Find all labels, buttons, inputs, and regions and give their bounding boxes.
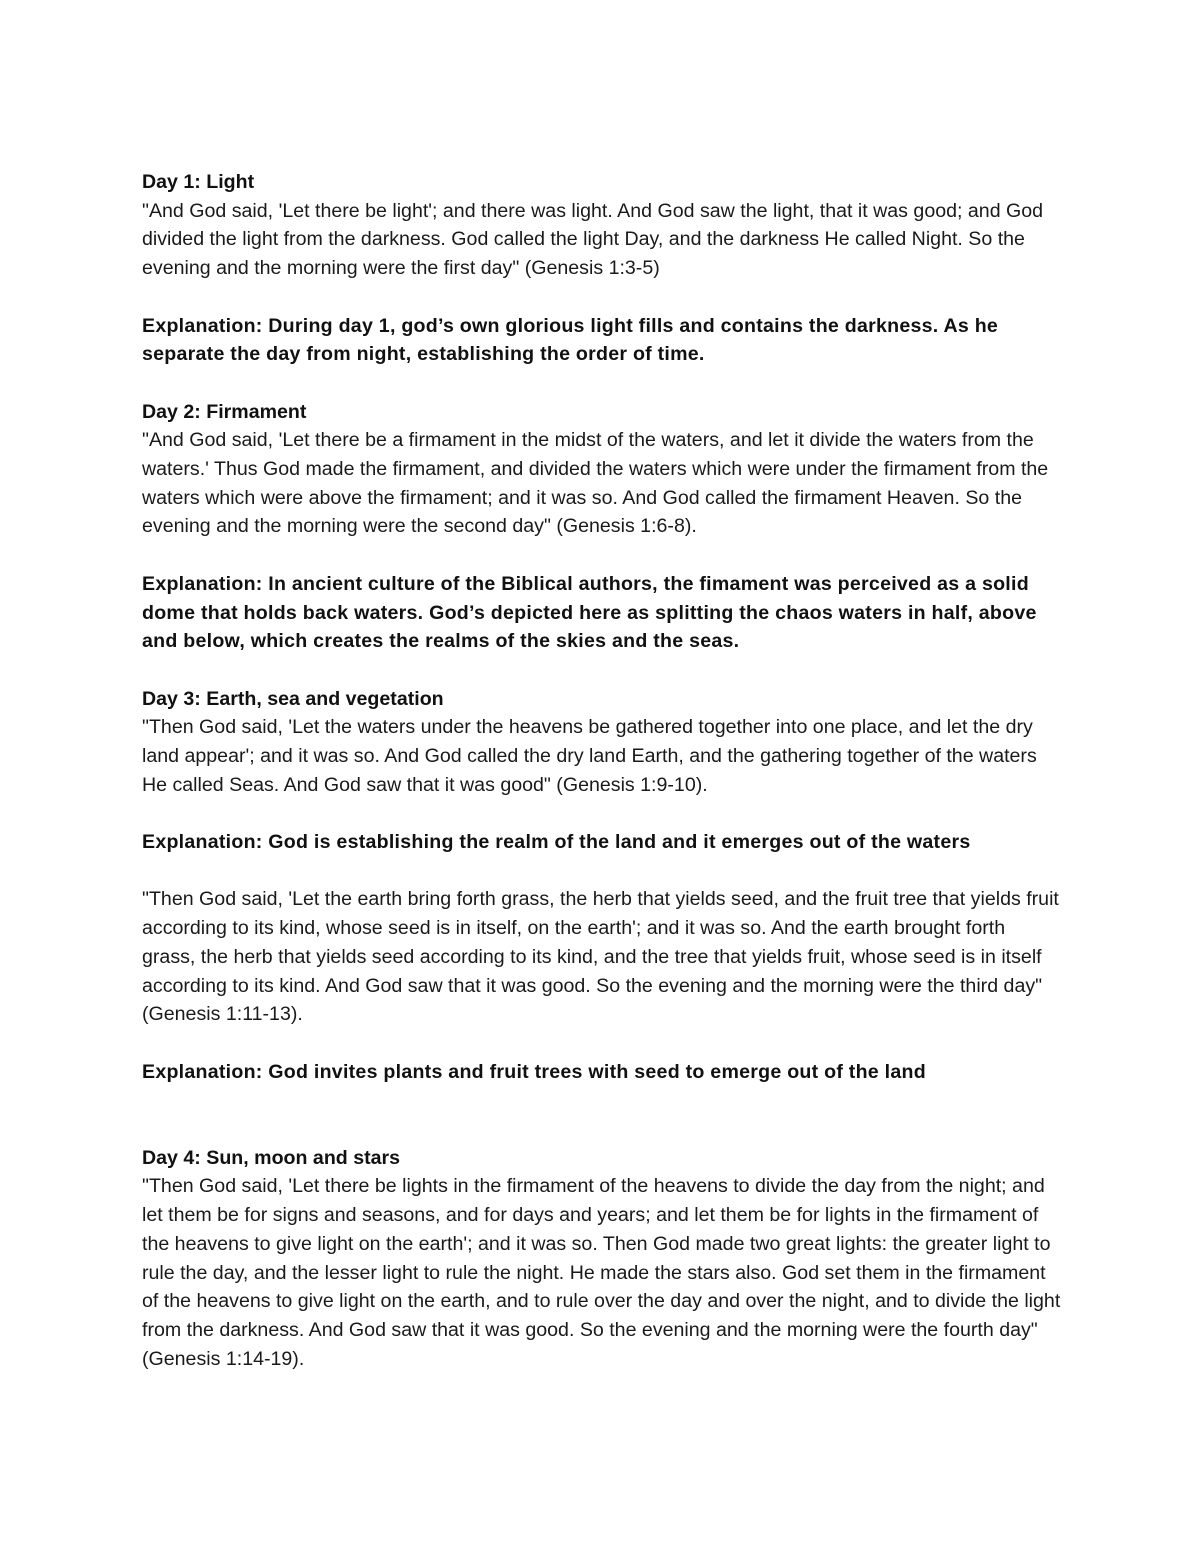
day-3-section: [142, 685, 1062, 1087]
day-1-section: [142, 168, 1062, 369]
day-2-explanation: Explanation: In ancient culture of the Biblical authors, the fimament was perceived as a solid dome that holds back waters. God’s depicted here as splitting the chaos waters in half, above and below, which creates the realms of the skies and the seas.: [142, 572, 1037, 653]
section-spacer: [142, 1086, 1062, 1143]
day-4-scripture-quote: "Then God said, 'Let there be lights in the firmament of the heavens to divide the day from the night; and let them be for signs and seasons, and for days and years; and let them be for lights in the firmament of the heavens to give light on the earth'; and it was so. Then God made two great lights: the greater light to rule the day, and the lesser light to rule the night. He made the stars also. God set them in the firmament of the heavens to give light on the earth, and to rule over the day and over the night, and to divide the light from the darkness. And God saw that it was good. So the evening and the morning were the fourth day" (Genesis 1:14-19).: [142, 1175, 1061, 1370]
paragraph-spacer: [142, 283, 1062, 312]
day-2-scripture-quote: "And God said, 'Let there be a firmament in the midst of the waters, and let it divide the waters from the waters.' Thus God made the firmament, and divided the waters which were under the firmament from the waters which were above the firmament; and it was so. And God called the firmament Heaven. So the evening and the morning were the second day" (Genesis 1:6-8).: [142, 429, 1049, 538]
paragraph-spacer: [142, 1029, 1062, 1058]
day-4-section: [142, 1144, 1062, 1374]
day-3-scripture-quote-2: "Then God said, 'Let the earth bring forth grass, the herb that yields seed, and the fruit tree that yields fruit according to its kind, whose seed is in itself, on the earth'; and it was so. And the earth brought forth grass, the herb that yields seed according to its kind, and the tree that yields fruit, whose seed is in itself according to its kind. And God saw that it was good. So the evening and the morning were the third day" (Genesis 1:11-13).: [142, 888, 1059, 1026]
day-1-heading: Day 1: Light: [142, 171, 255, 193]
day-1-scripture-quote: "And God said, 'Let there be light'; and there was light. And God saw the light, that it was good; and God divided the light from the darkness. God called the light Day, and the darkness He called Night. So the evening and the morning were the first day" (Genesis 1:3-5): [142, 199, 1044, 280]
day-1-explanation: Explanation: During day 1, god’s own glorious light fills and contains the darkness. As he separate the day from night, establishing the order of time.: [142, 314, 999, 366]
section-spacer: [142, 369, 1062, 398]
paragraph-spacer: [142, 541, 1062, 570]
day-3-explanation-2: Explanation: God invites plants and fruit trees with seed to emerge out of the land: [142, 1060, 926, 1083]
day-3-heading: Day 3: Earth, sea and vegetation: [142, 687, 444, 710]
section-spacer: [142, 656, 1062, 685]
document-page: [142, 168, 1062, 1373]
day-2-heading: Day 2: Firmament: [142, 400, 307, 423]
day-4-heading: Day 4: Sun, moon and stars: [142, 1146, 401, 1169]
day-3-explanation: Explanation: God is establishing the realm of the land and it emerges out of the waters: [142, 831, 971, 854]
paragraph-spacer: [142, 799, 1062, 828]
day-3-scripture-quote: "Then God said, 'Let the waters under the heavens be gathered together into one place, and let the dry land appear'; and it was so. And God called the dry land Earth, and the gathering together of the waters He called Seas. And God saw that it was good" (Genesis 1:9-10).: [142, 716, 1037, 796]
day-2-section: [142, 398, 1062, 656]
paragraph-spacer: [142, 857, 1062, 886]
